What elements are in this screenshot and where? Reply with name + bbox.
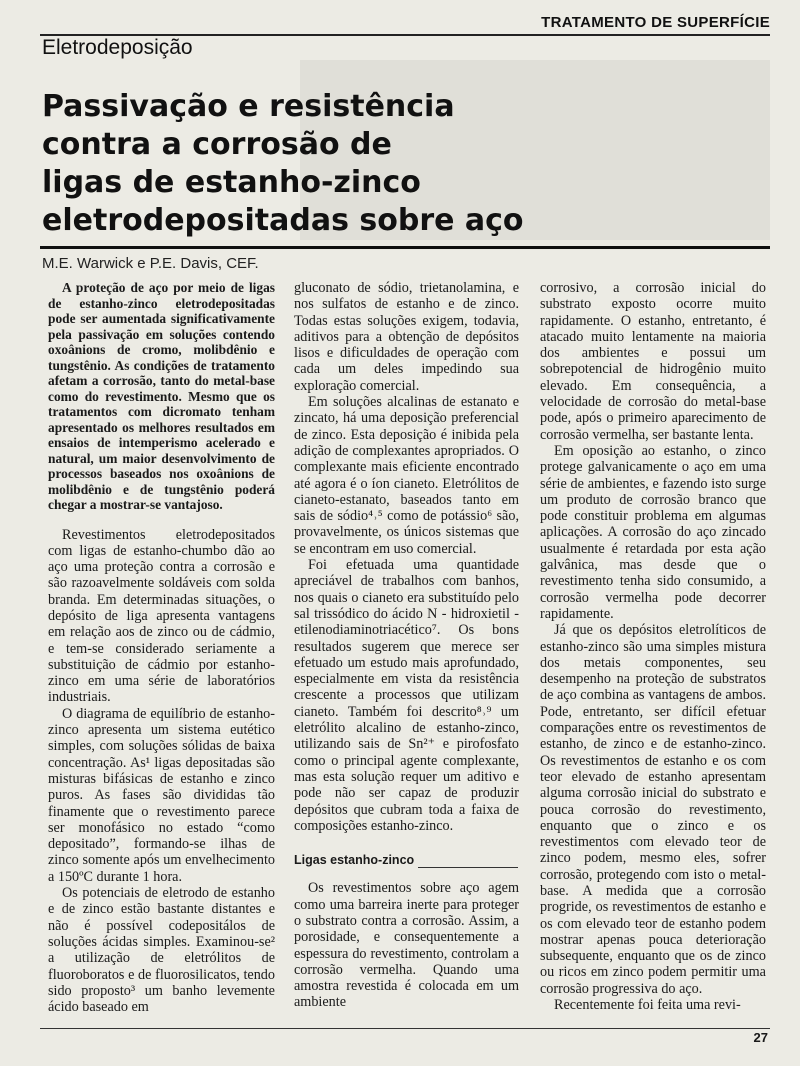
column-1: [48, 280, 275, 1015]
paragraph: Já que os depósitos eletrolíticos de estanho-zinco são uma simples mistura dos metais componentes, seu desempenho na proteção de substratos de aço combina as vantagens de ambos. Pode, entretanto, ser difícil efetuar comparações entre os revestimentos de estanho, de zinco e de estanho-zinco. Os revestimentos de estanho e os com teor elevado de estanho apresentam alguma corrosão inicial do substrato e pouca corrosão do revestimento, enquanto que o zinco e os revestimentos com elevado teor de zinco podem, mesmo eles, sofrer corrosão, protegendo com isto o metal-base. A medida que a corrosão progride, os revestimentos de estanho e os com elevado teor de estanho podem mostrar apenas pouca deterioração subsequente, enquanto que os de zinco ou ricos em zinco podem permitir uma corrosão progressiva do aço.: [540, 622, 766, 997]
title-line: contra a corrosão de: [42, 127, 392, 162]
paragraph: Recentemente foi feita uma revi-: [554, 997, 741, 1014]
authors: M.E. Warwick e P.E. Davis, CEF.: [42, 255, 259, 272]
abstract: A proteção de aço por meio de ligas de estanho-zinco eletrodepositadas pode ser aumentada significativamente pela passivação em soluções contendo oxoânions de cromo, molibdênio e tungstênio. As condições de tratamento afetam a corrosão, tanto do metal-base como do revestimento. Mesmo que os tratamentos com dicromato tenham apresentado os melhores resultados em ensaios de intemperismo acelerado e natural, um maior desenvolvimento de processos baseados nos oxoânions de molibdênio e de tungstênio poderá chegar a mostrar-se vantajoso.: [48, 280, 275, 512]
article-title: [42, 88, 522, 240]
page-number: 27: [753, 1030, 768, 1045]
subheading: [294, 852, 519, 868]
title-rule: [40, 246, 770, 249]
column-3: [540, 280, 766, 1013]
subheading-text: Ligas estanho-zinco: [294, 853, 415, 868]
paragraph: Os revestimentos sobre aço agem como uma barreira inerte para proteger o substrato contra a corrosão. Assim, a porosidade, e consequentemente a espessura do revestimento, controlam a corrosão vermelha. Quando uma amostra revestida é colocada em um ambiente: [294, 880, 519, 1011]
paragraph: Os potenciais de eletrodo de estanho e de zinco estão bastante distantes e não é possível codepositálos de soluções ácidas simples. Examinou-se² a utilização de eletrólitos de fluoroboratos e de fluorosilicatos, tendo sido proposto³ um banho levemente ácido baseado em: [48, 885, 275, 1016]
rubric: Eletrodeposição: [42, 36, 193, 59]
title-line: eletrodepositadas sobre aço: [42, 203, 524, 238]
column-2: [294, 280, 519, 1011]
paragraph: O diagrama de equilíbrio de estanho-zinco apresenta um sistema eutético simples, com soluções sólidas de baixa concentração. As¹ ligas depositadas são misturas bifásicas de estanho e zinco puros. As fases são divididas tão finamente que o revestimento parece ser monofásico no estado “como depositado”, formando-se ilhas de zinco somente após um envelhecimento a 150ºC durante 1 hora.: [48, 705, 275, 885]
title-line: ligas de estanho-zinco: [42, 165, 421, 200]
bottom-rule: [40, 1028, 770, 1029]
section-title: TRATAMENTO DE SUPERFÍCIE: [541, 14, 770, 31]
paragraph: Em soluções alcalinas de estanato e zincato, há uma deposição preferencial de zinco. Esta deposição é inibida pela adição de complexantes apropriados. O complexante mais eficiente encontrado até agora é o íon cianeto. Eletrólitos de cianeto-estanato, baseados tanto em sais de sódio⁴˒⁵ como de potássio⁶ são, provavelmente, os únicos sistemas que se encontram em uso comercial.: [294, 394, 519, 557]
paragraph: Revestimentos eletrodepositados com ligas de estanho-chumbo dão ao aço uma proteção contra a corrosão e são razoavelmente soldáveis com solda branda. Em determinadas situações, o depósito de liga apresenta vantagens em relação aos de zinco ou de cádmio, e tem-se considerado seriamente a substituição de cádmio por estanho-zinco em uma série de laboratórios industriais.: [48, 526, 275, 706]
paragraph: corrosivo, a corrosão inicial do substrato exposto ocorre muito rapidamente. O estanho, entretanto, é atacado muito lentamente na maioria dos ambientes e possui um sobrepotencial de hidrogênio muito elevado. Em consequência, a velocidade de corrosão do metal-base pode, após o primeiro aparecimento de corrosão vermelha, ser bastante lenta.: [540, 280, 766, 443]
paragraph: gluconato de sódio, trietanolamina, e nos sulfatos de estanho e de zinco. Todas estas soluções exigem, todavia, aditivos para a obtenção de depósitos lisos e dificuldades de operação com cada um deles impedindo sua exploração comercial.: [294, 280, 519, 394]
subheading-rule: [418, 857, 518, 868]
title-line: Passivação e resistência: [42, 89, 455, 124]
paragraph: Em oposição ao estanho, o zinco protege galvanicamente o aço em uma série de ambientes, e fazendo isto surge um produto de corrosão branco que pode constituir problema em algumas aplicações. A corrosão do aço zincado usualmente é retardada por esta ação galvânica, mas desde que o revestimento tenha sido consumido, a corrosão vermelha pode decorrer rapidamente.: [540, 442, 766, 622]
paragraph: Foi efetuada uma quantidade apreciável de trabalhos com banhos, nos quais o cianeto era substituído pelo sal trissódico do ácido N - hidroxietil - etilenodiaminotriacético⁷. Os bons resultados sugerem que merece ser efetuado um estudo mais aprofundado, especialmente em vista da resistência crescente a processos que utilizam cianeto. Também foi descrito⁸˒⁹ um eletrólito alcalino de estanho-zinco, utilizando sais de Sn²⁺ e pirofosfato como o principal agente complexante, mas esta solução requer um aditivo e pode não ser capaz de produzir depósitos que cubram toda a faixa de composições estanho-zinco.: [294, 557, 519, 834]
